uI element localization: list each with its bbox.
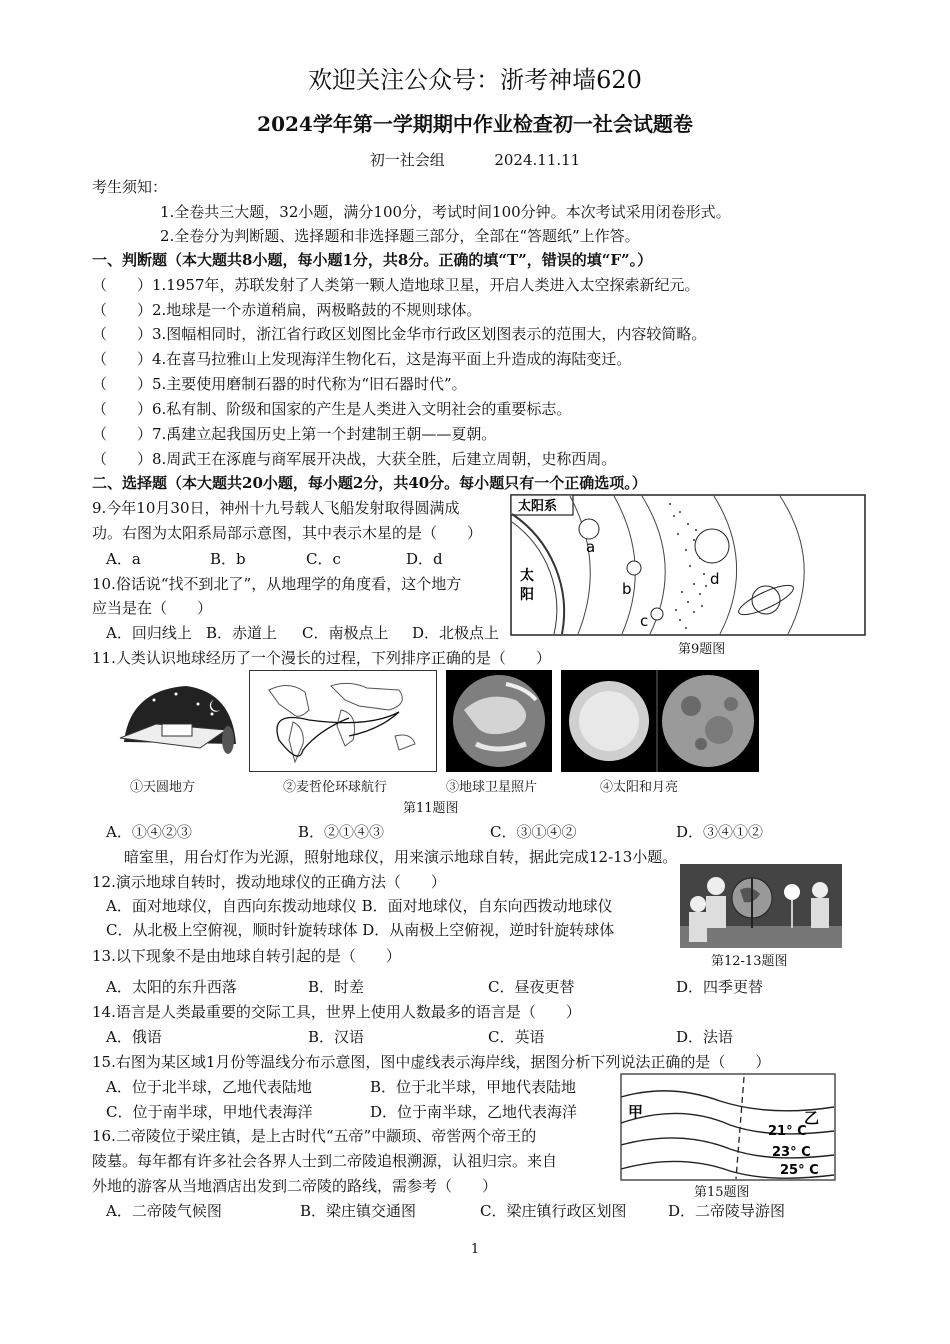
q13-option-c: C．昼夜更替 (488, 978, 575, 996)
q11-option-b: B．②①④③ (298, 823, 385, 841)
page-title: 2024学年第一学期期中作业检查初一社会试题卷 (257, 112, 693, 136)
q16-stem: 16.二帝陵位于梁庄镇，是上古时代“五帝”中颛顼、帝喾两个帝王的 (92, 1127, 537, 1145)
planet-c-label: c (640, 612, 649, 630)
judge-item: （ ）3.图幅相同时，浙江省行政区划图比金华市行政区划图表示的范围大，内容较简略。 (92, 325, 707, 343)
globe-demo-figure (680, 864, 842, 948)
notice-item: 1.全卷共三大题，32小题，满分100分，考试时间100分钟。本次考试采用闭卷形式。 (160, 203, 731, 221)
fig11-caption-2: ②麦哲伦环球航行 (283, 780, 388, 795)
planet-d-label: d (710, 570, 720, 588)
q14-option-d: D．法语 (676, 1028, 734, 1046)
exam-date: 2024.11.11 (494, 151, 581, 169)
q9-option-d: D．d (406, 550, 443, 568)
group-name: 初一社会组 (369, 151, 445, 169)
q14-option-a: A．俄语 (106, 1028, 162, 1046)
fig15-yi: 乙 (804, 1109, 820, 1127)
fig15-jia: 甲 (628, 1103, 644, 1121)
isotherm-label: 23° C (772, 1145, 811, 1160)
fig11-caption: 第11题图 (403, 801, 459, 816)
q13-option-a: A．太阳的东升西落 (106, 978, 237, 996)
q9-option-b: B．b (210, 550, 246, 568)
q14-option-c: C．英语 (488, 1028, 545, 1046)
fig9-caption: 第9题图 (678, 642, 726, 657)
magellan-voyage-map (249, 670, 437, 772)
judge-item: （ ）5.主要使用磨制石器的时代称为“旧石器时代”。 (92, 375, 467, 393)
q16-stem: 外地的游客从当地酒店出发到二帝陵的路线，需参考（ ） (92, 1177, 498, 1195)
q16-stem: 陵墓。每年都有许多社会各界人士到二帝陵追根溯源，认祖归宗。来自 (92, 1152, 558, 1170)
satellite-earth-photo (446, 670, 552, 772)
planet-b-label: b (622, 580, 632, 598)
q9-stem: 功。右图为太阳系局部示意图，其中表示木星的是（ ） (92, 524, 483, 542)
judge-item: （ ）6.私有制、阶级和国家的产生是人类进入文明社会的重要标志。 (92, 400, 572, 418)
notice-label: 考生须知： (92, 178, 168, 196)
q9-stem: 9.今年10月30日，神州十九号载人飞船发射取得圆满成 (92, 499, 460, 517)
fig12-caption: 第12-13题图 (711, 954, 788, 969)
q10-option-d: D．北极点上 (412, 624, 500, 642)
subtitle (0, 149, 950, 170)
q11-option-d: D．③④①② (676, 823, 764, 841)
fig11-caption-4: ④太阳和月亮 (600, 780, 679, 795)
q13-stem: 13.以下现象不是由地球自转引起的是（ ） (92, 947, 401, 965)
fig9-label: 太阳系 (518, 499, 558, 514)
q16-option-a: A．二帝陵气候图 (106, 1202, 222, 1220)
fig15-caption: 第15题图 (694, 1185, 750, 1200)
isotherm-figure (620, 1073, 836, 1181)
fig11-caption-1: ①天圆地方 (130, 780, 196, 795)
q10-stem: 10.俗话说“找不到北了”，从地理学的角度看，这个地方 (92, 575, 462, 593)
q15-option-b: B．位于北半球，甲地代表陆地 (370, 1078, 577, 1096)
judge-item: （ ）7.禹建立起我国历史上第一个封建制王朝——夏朝。 (92, 425, 497, 443)
isotherm-label: 21° C (768, 1124, 807, 1139)
q11-option-a: A．①④②③ (106, 823, 192, 841)
sun-moon-photo (561, 670, 759, 772)
q16-option-b: B．梁庄镇交通图 (300, 1202, 417, 1220)
q12-options-cd: C．从北极上空俯视，顺时针旋转球体 D．从南极上空俯视，逆时针旋转球体 (106, 921, 615, 939)
q16-option-c: C．梁庄镇行政区划图 (480, 1202, 627, 1220)
fig11-caption-3: ③地球卫星照片 (446, 780, 538, 795)
q12-options-ab: A．面对地球仪，自西向东拨动地球仪 B．面对地球仪，自东向西拨动地球仪 (106, 897, 613, 915)
judge-item: （ ）4.在喜马拉雅山上发现海洋生物化石，这是海平面上升造成的海陆变迁。 (92, 350, 632, 368)
solar-system-figure (510, 494, 866, 636)
q16-option-d: D．二帝陵导游图 (668, 1202, 786, 1220)
q13-option-b: B．时差 (308, 978, 365, 996)
judge-item: （ ）1.1957年，苏联发射了人类第一颗人造地球卫星，开启人类进入太空探索新纪元。 (92, 276, 700, 294)
q10-option-c: C．南极点上 (302, 624, 389, 642)
page-number: 1 (470, 1242, 480, 1257)
q15-option-a: A．位于北半球，乙地代表陆地 (106, 1078, 312, 1096)
fig9-sun-char: 阳 (520, 587, 534, 603)
q9-option-c: C．c (306, 550, 341, 568)
q12-13-intro: 暗室里，用台灯作为光源，照射地球仪，用来演示地球自转，据此完成12-13小题。 (124, 848, 678, 866)
judge-item: （ ）2.地球是一个赤道稍扁，两极略鼓的不规则球体。 (92, 301, 482, 319)
q9-option-a: A．a (106, 550, 141, 568)
wechat-banner: 欢迎关注公众号：浙考神墙620 (308, 66, 642, 94)
q10-stem: 应当是在（ ） (92, 599, 213, 617)
q14-stem: 14.语言是人类最重要的交际工具，世界上使用人数最多的语言是（ ） (92, 1003, 581, 1021)
notice-item: 2.全卷分为判断题、选择题和非选择题三部分，全部在“答题纸”上作答。 (160, 227, 640, 245)
q13-option-d: D．四季更替 (676, 978, 764, 996)
isotherm-label: 25° C (780, 1163, 819, 1178)
q15-option-c: C．位于南半球，甲地代表海洋 (106, 1103, 313, 1121)
section2-heading: 二、选择题（本大题共20小题，每小题2分，共40分。每小题只有一个正确选项。） (92, 474, 647, 492)
q11-stem: 11.人类认识地球经历了一个漫长的过程，下列排序正确的是（ ） (92, 649, 551, 667)
q14-option-b: B．汉语 (308, 1028, 365, 1046)
section1-heading: 一、判断题（本大题共8小题，每小题1分，共8分。正确的填“T”，错误的填“F”。） (92, 251, 653, 269)
fig9-sun-char: 太 (520, 568, 534, 584)
q12-stem: 12.演示地球自转时，拨动地球仪的正确方法（ ） (92, 873, 446, 891)
q10-option-b: B．赤道上 (206, 624, 278, 642)
q10-option-a: A．回归线上 (106, 624, 192, 642)
q15-stem: 15.右图为某区域1月份等温线分布示意图，图中虚线表示海岸线，据图分析下列说法正确的是（ ） (92, 1053, 771, 1071)
judge-item: （ ）8.周武王在涿鹿与商军展开决战，大获全胜，后建立周朝，史称西周。 (92, 450, 617, 468)
tianyuan-difang-figure (116, 680, 240, 760)
q11-option-c: C．③①④② (490, 823, 577, 841)
planet-a-label: a (586, 538, 596, 556)
q15-option-d: D．位于南半球，乙地代表海洋 (370, 1103, 578, 1121)
